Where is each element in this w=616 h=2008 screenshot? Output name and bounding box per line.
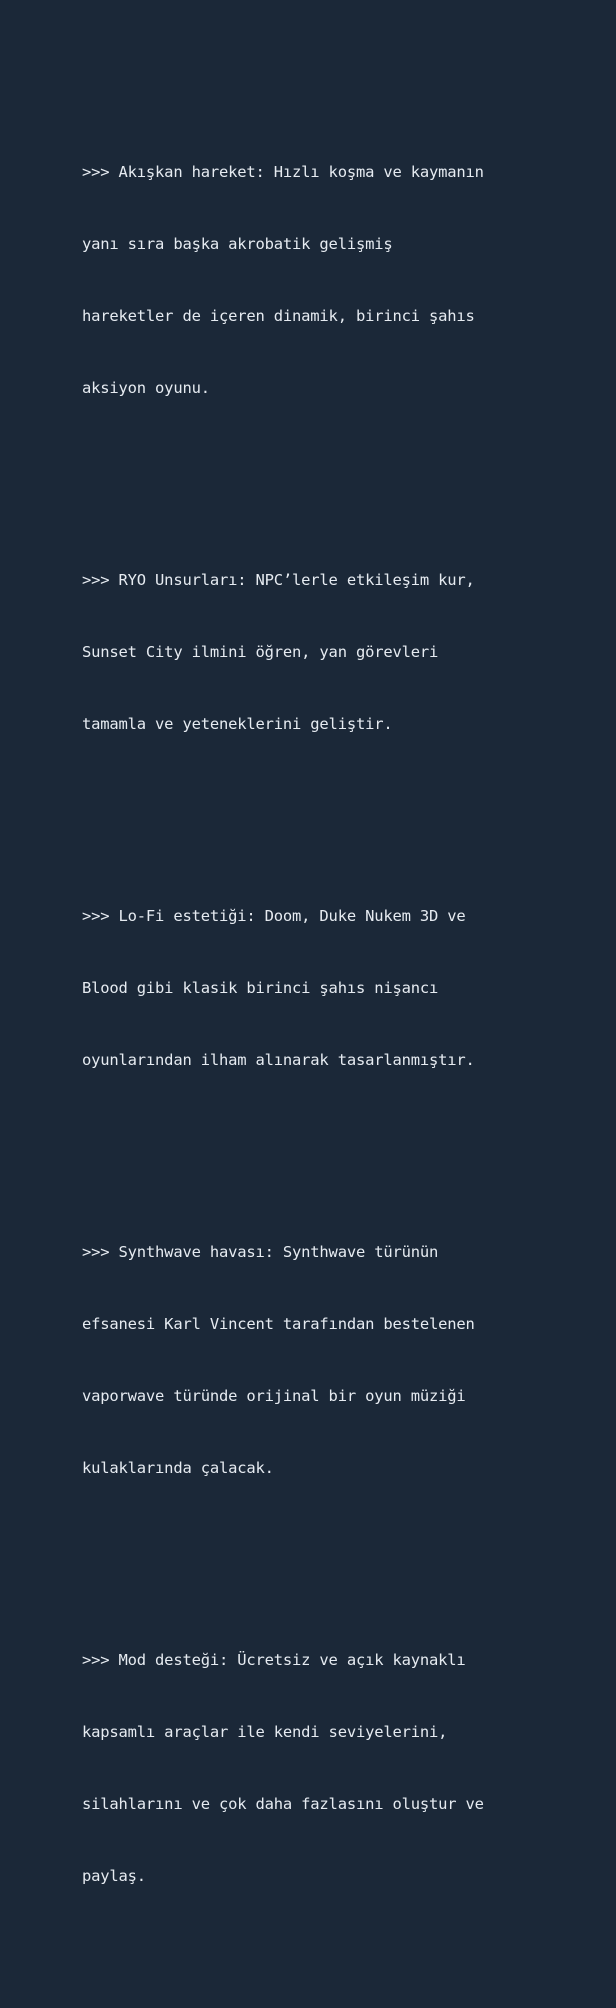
feature-line: hareketler de içeren dinamik, birinci şahıs	[82, 307, 475, 325]
feature-line: silahlarını ve çok daha fazlasını oluştur ve	[82, 1795, 484, 1813]
feature-line: aksiyon oyunu.	[82, 379, 210, 397]
feature-list	[82, 64, 602, 2008]
feature-line: paylaş.	[82, 1867, 146, 1885]
feature-item-rpg-elements	[82, 520, 602, 784]
feature-item-synthwave-vibe	[82, 1192, 602, 1528]
feature-line: yanı sıra başka akrobatik gelişmiş	[82, 235, 393, 253]
feature-line: >>> Lo-Fi estetiği: Doom, Duke Nukem 3D ve	[82, 907, 466, 925]
feature-item-lofi-aesthetic	[82, 856, 602, 1120]
feature-item-fluid-movement	[82, 112, 602, 448]
feature-line: oyunlarından ilham alınarak tasarlanmıştır.	[82, 1051, 475, 1069]
feature-line: vaporwave türünde orijinal bir oyun müziği	[82, 1387, 466, 1405]
feature-line: tamamla ve yeteneklerini geliştir.	[82, 715, 393, 733]
feature-line: >>> RYO Unsurları: NPC’lerle etkileşim kur,	[82, 571, 475, 589]
feature-line: kapsamlı araçlar ile kendi seviyelerini,	[82, 1723, 448, 1741]
feature-line: >>> Mod desteği: Ücretsiz ve açık kaynaklı	[82, 1651, 466, 1669]
feature-line: efsanesi Karl Vincent tarafından bestelenen	[82, 1315, 475, 1333]
feature-line: Sunset City ilmini öğren, yan görevleri	[82, 643, 439, 661]
feature-item-mod-support	[82, 1600, 602, 1936]
feature-line: >>> Akışkan hareket: Hızlı koşma ve kaymanın	[82, 163, 484, 181]
feature-line: >>> Synthwave havası: Synthwave türünün	[82, 1243, 439, 1261]
feature-line: Blood gibi klasik birinci şahıs nişancı	[82, 979, 439, 997]
feature-line: kulaklarında çalacak.	[82, 1459, 274, 1477]
